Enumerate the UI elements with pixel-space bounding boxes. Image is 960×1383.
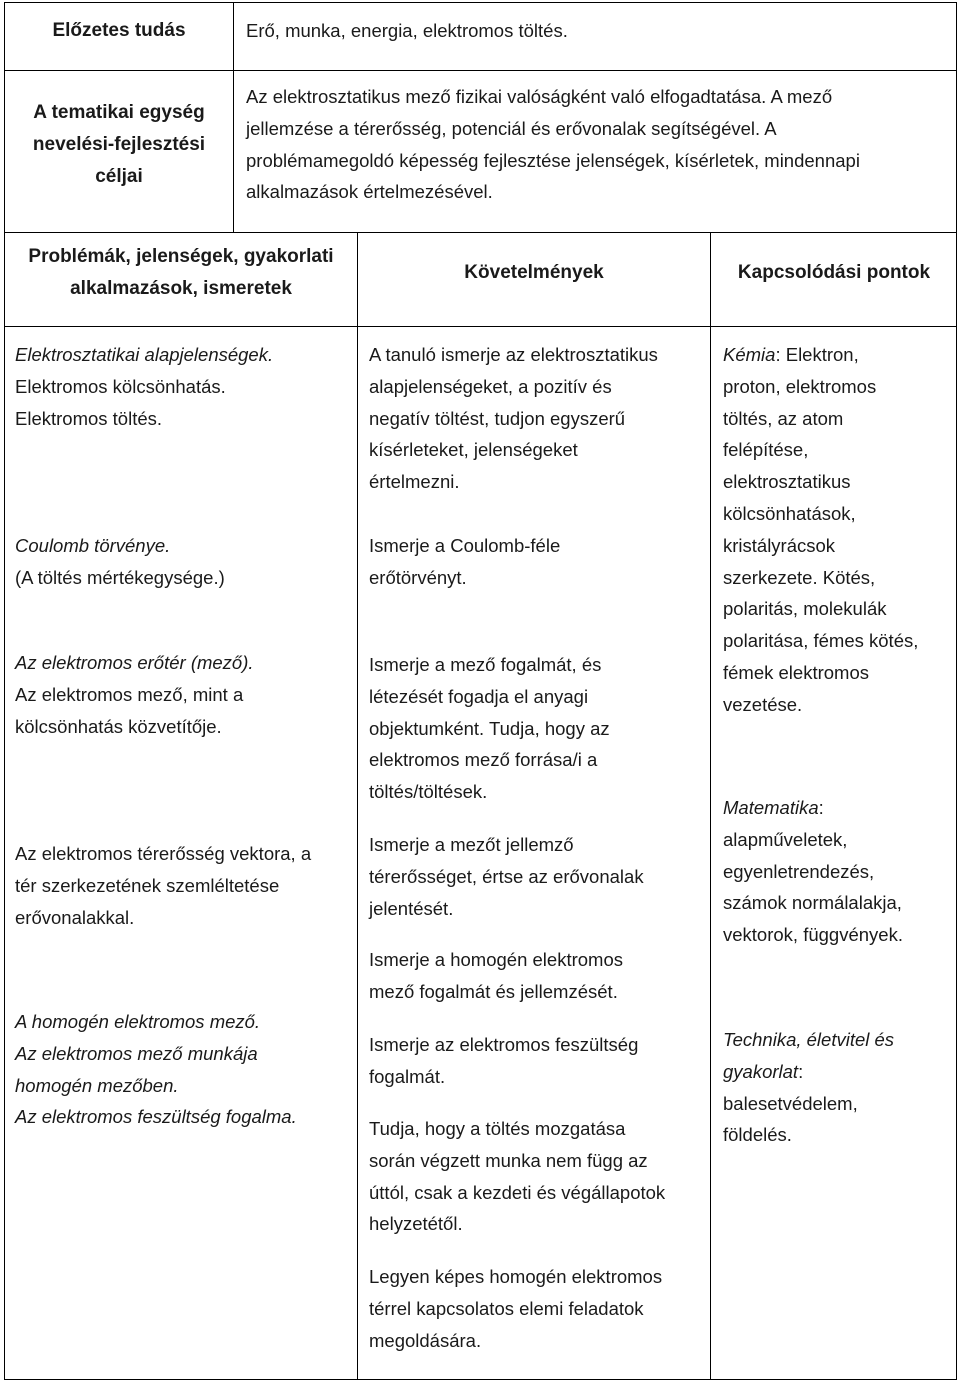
topic-block (15, 647, 254, 742)
goals-text-line: Az elektrosztatikus mező fizikai valóságként való elfogadtatása. A mező (246, 86, 833, 107)
connection-line (723, 403, 918, 435)
connection-segment: kristályrácsok (723, 534, 836, 556)
requirement-line: töltés/töltések. (369, 781, 488, 803)
connection-line (723, 498, 918, 530)
row-divider (4, 326, 957, 327)
requirement-line: Ismerje a Coulomb-féle (369, 535, 561, 556)
requirement-line: negatív töltést, tudjon egyszerű (369, 407, 626, 429)
topic-line: Az elektromos mező, mint a (15, 683, 244, 705)
topic-line: Az elektromos térerősség vektora, a (15, 843, 312, 864)
connection-segment: : (798, 1060, 804, 1082)
requirement-line: Legyen képes homogén elektromos (369, 1266, 663, 1287)
connection-segment: töltés, az atom (723, 407, 844, 429)
connection-segment: elektrosztatikus (723, 471, 851, 493)
goals-label-line: nevelési-fejlesztési (32, 134, 206, 155)
requirement-line: Ismerje a mezőt jellemző (369, 834, 574, 855)
connection-segment: földelés. (723, 1124, 792, 1146)
requirement-line: Ismerje a mező fogalmát, és (369, 654, 602, 675)
requirement-line: objektumként. Tudja, hogy az (369, 717, 610, 739)
header-requirements: Követelmények (464, 262, 604, 283)
goals-text (246, 81, 951, 208)
connection-line (723, 339, 918, 371)
connection-line (723, 657, 918, 689)
goals-label (5, 97, 233, 193)
requirement-line: fogalmát. (369, 1065, 446, 1087)
requirement-line: elektromos mező forrása/i a (369, 749, 598, 771)
requirement-line: helyzetétől. (369, 1213, 463, 1235)
header-connections: Kapcsolódási pontok (737, 262, 931, 283)
requirement-line: térerősséget, értse az erővonalak (369, 865, 644, 887)
header-problems-line: Problémák, jelenségek, gyakorlati (28, 246, 334, 267)
connection-segment: alapműveletek, (723, 828, 848, 850)
header-problems-line: alkalmazások, ismeretek (70, 278, 292, 299)
connection-segment: egyenletrendezés, (723, 860, 875, 882)
connection-line (723, 887, 903, 919)
requirement-line: erőtörvényt. (369, 566, 467, 588)
topic-block (15, 1006, 297, 1133)
column-divider (233, 2, 234, 232)
topic-line: kölcsönhatás közvetítője. (15, 715, 222, 737)
topic-line: tér szerkezetének szemléltetése (15, 874, 280, 896)
requirement-line: térrel kapcsolatos elemi feladatok (369, 1297, 644, 1319)
connection-segment: Technika, életvitel és (723, 1029, 895, 1050)
requirement-line: mező fogalmát és jellemzését. (369, 980, 618, 1002)
prior-knowledge-text: Erő, munka, energia, elektromos töltés. (246, 20, 568, 41)
topic-line: Elektrosztatikai alapjelenségek. (15, 344, 274, 365)
requirement-line: jelentését. (369, 897, 454, 919)
topic-line: homogén mezőben. (15, 1074, 179, 1096)
connection-line (723, 1119, 894, 1151)
topic-line: Az elektromos mező munkája (15, 1042, 258, 1064)
requirement-block (369, 649, 610, 808)
connection-segment: Matematika (723, 797, 819, 818)
connection-line (723, 792, 903, 824)
connection-line (723, 371, 918, 403)
requirement-block (369, 1029, 638, 1093)
goals-text-line: problémamegoldó képesség fejlesztése jelenségek, kísérletek, mindennapi (246, 149, 860, 171)
connection-line (723, 625, 918, 657)
requirement-line: kísérleteket, jelenségeket (369, 439, 578, 461)
connection-segment: : (818, 797, 824, 818)
connection-segment: fémek elektromos (723, 661, 869, 683)
row-divider (4, 70, 957, 71)
connection-segment: Kémia (723, 344, 776, 365)
goals-text-line: jellemzése a térerősség, potenciál és erővonalak segítségével. A (246, 117, 777, 139)
connection-line (723, 919, 903, 951)
connection-line (723, 689, 918, 721)
requirement-block (369, 829, 644, 924)
connection-segment: vezetése. (723, 693, 803, 715)
connection-segment: polaritás, molekulák (723, 598, 887, 620)
column-divider (357, 232, 358, 1380)
requirement-block (369, 1261, 662, 1356)
requirement-line: alapjelenségeket, a pozitív és (369, 375, 612, 397)
connection-line (723, 466, 918, 498)
topic-line: Az elektromos erőtér (mező). (15, 652, 254, 673)
connection-segment: : Elektron, (775, 344, 859, 365)
topic-line: A homogén elektromos mező. (15, 1011, 261, 1032)
connection-segment: kölcsönhatások, (723, 502, 856, 524)
connection-segment: polaritása, fémes kötés, (723, 630, 919, 652)
requirement-line: létezését fogadja el anyagi (369, 685, 589, 707)
requirement-block (369, 944, 623, 1008)
column-divider (710, 232, 711, 1380)
prior-knowledge-label: Előzetes tudás (52, 20, 186, 41)
connection-line (723, 1088, 894, 1120)
topic-line: Elektromos kölcsönhatás. (15, 375, 226, 397)
requirement-line: Ismerje az elektromos feszültség (369, 1034, 639, 1055)
topic-line: Coulomb törvénye. (15, 535, 171, 556)
topic-line: (A töltés mértékegysége.) (15, 566, 225, 588)
requirement-line: A tanuló ismerje az elektrosztatikus (369, 344, 658, 365)
topic-line: erővonalakkal. (15, 906, 135, 928)
connection-line (723, 1056, 894, 1088)
requirement-block (369, 1113, 665, 1240)
connection-line (723, 593, 918, 625)
connection-segment: proton, elektromos (723, 375, 877, 397)
requirement-line: Ismerje a homogén elektromos (369, 949, 623, 970)
connection-segment: számok normálalakja, (723, 892, 902, 914)
header-problems (5, 241, 357, 305)
connection-segment: vektorok, függvények. (723, 924, 903, 946)
connection-line (723, 856, 903, 888)
goals-label-line: A tematikai egység (33, 102, 205, 123)
requirement-line: Tudja, hogy a töltés mozgatása (369, 1118, 626, 1139)
connection-segment: gyakorlat (723, 1060, 799, 1082)
goals-text-line: alkalmazások értelmezésével. (246, 181, 493, 203)
row-divider (4, 232, 957, 233)
connection-line (723, 562, 918, 594)
connection-line (723, 530, 918, 562)
connection-block (723, 792, 903, 951)
connection-line (723, 1024, 894, 1056)
requirement-line: értelmezni. (369, 471, 460, 493)
requirement-block (369, 339, 658, 498)
topic-block (15, 530, 225, 594)
connection-block (723, 1024, 894, 1151)
requirement-block (369, 530, 560, 594)
requirement-line: úttól, csak a kezdeti és végállapotok (369, 1181, 666, 1203)
topic-line: Elektromos töltés. (15, 407, 163, 429)
topic-line: Az elektromos feszültség fogalma. (15, 1106, 297, 1128)
connection-segment: balesetvédelem, (723, 1092, 858, 1114)
connection-line (723, 824, 903, 856)
requirement-line: során végzett munka nem függ az (369, 1149, 648, 1171)
topic-block (15, 838, 311, 933)
connection-segment: felépítése, (723, 439, 809, 461)
topic-block (15, 339, 273, 434)
requirement-line: megoldására. (369, 1329, 482, 1351)
goals-label-line: céljai (95, 166, 143, 187)
connection-block (723, 339, 918, 721)
connection-segment: szerkezete. Kötés, (723, 566, 876, 588)
connection-line (723, 434, 918, 466)
